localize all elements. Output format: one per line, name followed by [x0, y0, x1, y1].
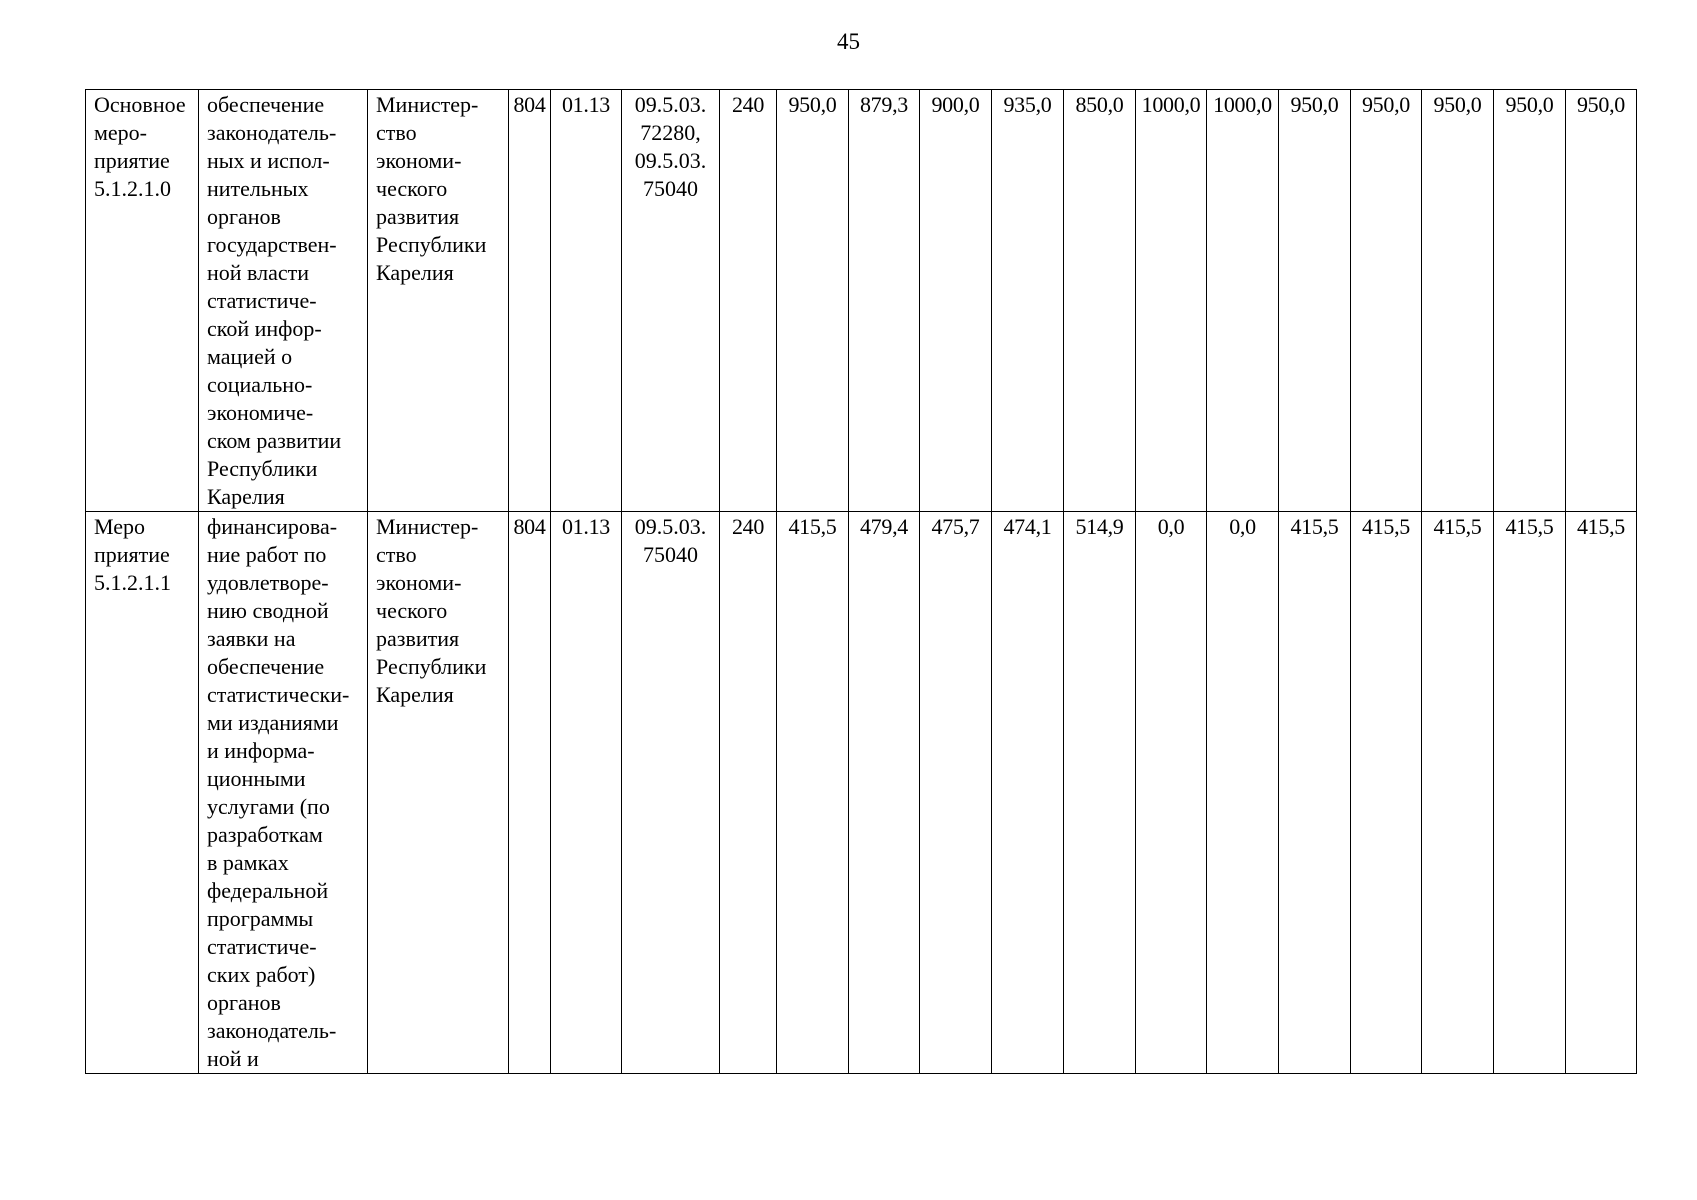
value-cell: 415,5: [1494, 512, 1566, 1074]
value-cell: 935,0: [992, 90, 1064, 512]
value-cell: 475,7: [920, 512, 992, 1074]
csr-cell: 09.5.03. 75040: [622, 512, 720, 1074]
value-cell: 950,0: [1422, 90, 1494, 512]
value-cell: 415,5: [1279, 512, 1351, 1074]
value-cell: 850,0: [1064, 90, 1136, 512]
value-cell: 1000,0: [1207, 90, 1279, 512]
vr-cell: 240: [720, 90, 777, 512]
value-cell: 415,5: [1351, 512, 1422, 1074]
value-cell: 474,1: [992, 512, 1064, 1074]
budget-table: [85, 89, 1637, 1074]
table-row: [86, 90, 1637, 512]
value-cell: 0,0: [1136, 512, 1207, 1074]
vr-cell: 240: [720, 512, 777, 1074]
value-cell: 900,0: [920, 90, 992, 512]
status-cell: Меро приятие 5.1.2.1.1: [86, 512, 199, 1074]
value-cell: 415,5: [1422, 512, 1494, 1074]
csr-cell: 09.5.03. 72280, 09.5.03. 75040: [622, 90, 720, 512]
value-cell: 415,5: [1566, 512, 1637, 1074]
value-cell: 950,0: [777, 90, 849, 512]
grbs-cell: 804: [509, 512, 551, 1074]
value-cell: 879,3: [849, 90, 920, 512]
value-cell: 950,0: [1494, 90, 1566, 512]
description-cell: обеспечение законодатель- ных и испол- нительных органов государствен- ной власти статистиче- ской инфор- мацией о социально- экономиче- ском развитии Республики Карелия: [199, 90, 368, 512]
value-cell: 950,0: [1566, 90, 1637, 512]
rzpr-cell: 01.13: [551, 512, 622, 1074]
executor-cell: Министер- ство экономи- ческого развития Республики Карелия: [368, 90, 509, 512]
value-cell: 514,9: [1064, 512, 1136, 1074]
value-cell: 415,5: [777, 512, 849, 1074]
page-number: 45: [837, 29, 860, 54]
rzpr-cell: 01.13: [551, 90, 622, 512]
value-cell: 0,0: [1207, 512, 1279, 1074]
executor-cell: Министер- ство экономи- ческого развития Республики Карелия: [368, 512, 509, 1074]
value-cell: 479,4: [849, 512, 920, 1074]
value-cell: 1000,0: [1136, 90, 1207, 512]
table-row: [86, 512, 1637, 1074]
value-cell: 950,0: [1279, 90, 1351, 512]
status-cell: Основное меро- приятие 5.1.2.1.0: [86, 90, 199, 512]
value-cell: 950,0: [1351, 90, 1422, 512]
grbs-cell: 804: [509, 90, 551, 512]
description-cell: финансирова- ние работ по удовлетворе- нию сводной заявки на обеспечение статистически- ми изданиями и информа- ционными услугами (по разработкам в рамках федеральной программы статистиче- ских работ) органов законодатель- ной и: [199, 512, 368, 1074]
